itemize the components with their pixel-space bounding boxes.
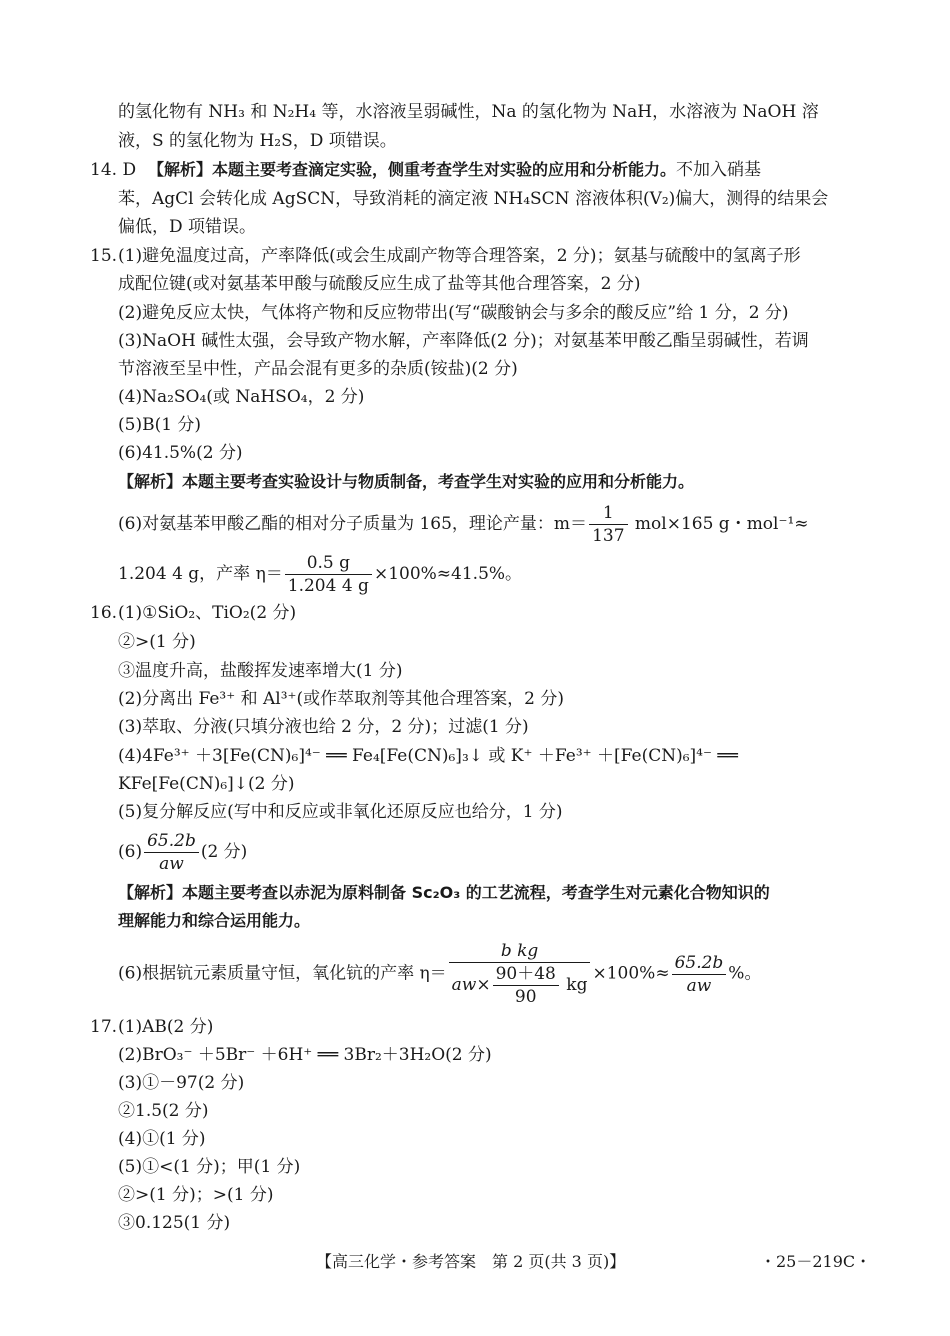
- answer-line: (1)①SiO₂、TiO₂(2 分): [118, 603, 297, 623]
- text-segment: mol×165 g・mol⁻¹≈: [629, 514, 809, 534]
- formula-line: [118, 502, 809, 547]
- answer-line: (4)①(1 分): [118, 1129, 206, 1149]
- answer-line: (4)4Fe³⁺ ＋3[Fe(CN)₆]⁴⁻ ══ Fe₄[Fe(CN)₆]₃↓ 或 K⁺ ＋Fe³⁺ ＋[Fe(CN)₆]⁴⁻ ══: [118, 746, 738, 766]
- answer-line: (3)①－97(2 分): [118, 1073, 245, 1093]
- answer-line: (5)B(1 分): [118, 415, 202, 435]
- fraction: [449, 940, 591, 1008]
- answer-line: (3)萃取、分液(只填分液也给 2 分，2 分)；过滤(1 分): [118, 717, 529, 737]
- denominator: [449, 963, 591, 1008]
- answer-line: [148, 160, 761, 180]
- analysis-heading: 【解析】本题主要考查以赤泥为原料制备 Sc₂O₃ 的工艺流程，考查学生对元素化合物知识的: [118, 883, 770, 902]
- fraction: [589, 502, 627, 547]
- answer-line: ②>(1 分)；>(1 分): [118, 1185, 274, 1205]
- answer-line: KFe[Fe(CN)₆]↓(2 分): [118, 774, 295, 794]
- denominator: 137: [592, 526, 625, 546]
- text-segment: (6)根据钪元素质量守恒，氧化钪的产率 η＝: [118, 963, 447, 984]
- denominator: aw: [686, 975, 712, 996]
- document-code: ・25－219C・: [760, 1252, 872, 1271]
- text-segment: (2 分): [200, 842, 248, 862]
- text-segment: (6)对氨基苯甲酸乙酯的相对分子质量为 165，理论产量：m＝: [118, 514, 588, 534]
- answer-line: (2)BrO₃⁻ ＋5Br⁻ ＋6H⁺ ══ 3Br₂＋3H₂O(2 分): [118, 1045, 492, 1065]
- text-line: 的氢化物有 NH₃ 和 N₂H₄ 等，水溶液呈弱碱性，Na 的氢化物为 NaH，水溶液为 NaOH 溶: [118, 102, 819, 122]
- formula-line: [118, 552, 522, 597]
- answer-line: (1)AB(2 分): [118, 1017, 214, 1037]
- text-line: 偏低，D 项错误。: [118, 217, 257, 237]
- question-number: 15.: [90, 246, 118, 266]
- numerator: 90＋48: [493, 963, 559, 986]
- formula-line: [118, 830, 247, 875]
- formula-line: [118, 940, 761, 1008]
- answer-line: ②>(1 分): [118, 632, 196, 652]
- question-number: 16.: [90, 603, 118, 623]
- denominator: aw: [159, 854, 184, 874]
- page-footer: 【高三化学・参考答案 第 2 页(共 3 页)】: [316, 1252, 626, 1271]
- analysis-heading: 【解析】本题主要考查滴定实验，侧重考查学生对实验的应用和分析能力。: [148, 160, 677, 179]
- text-segment: 不加入硝基: [676, 160, 762, 180]
- text-segment: aw×: [451, 975, 491, 995]
- text-line: 液，S 的氢化物为 H₂S，D 项错误。: [118, 131, 397, 151]
- answer-line: (2)分离出 Fe³⁺ 和 Al³⁺(或作萃取剂等其他合理答案，2 分): [118, 689, 564, 709]
- analysis-heading: 【解析】本题主要考查实验设计与物质制备，考查学生对实验的应用和分析能力。: [118, 472, 695, 491]
- text-segment: kg: [560, 975, 588, 995]
- text-segment: %。: [728, 963, 762, 984]
- answer-line: 成配位键(或对氨基苯甲酸与硫酸反应生成了盐等其他合理答案，2 分): [118, 274, 641, 294]
- text-line: 苯，AgCl 会转化成 AgSCN，导致消耗的滴定液 NH₄SCN 溶液体积(V₂)偏大，测得的结果会: [118, 189, 829, 209]
- question-number: 14. D: [90, 160, 137, 180]
- text-segment: ×100%≈41.5%。: [373, 564, 523, 584]
- analysis-heading: 理解能力和综合运用能力。: [118, 911, 311, 930]
- numerator: 65.2b: [144, 830, 199, 853]
- fraction: [144, 830, 199, 875]
- answer-line: (4)Na₂SO₄(或 NaHSO₄，2 分): [118, 387, 365, 407]
- answer-line: (2)避免反应太快，气体将产物和反应物带出(写“碳酸钠会与多余的酸反应”给 1 分，2 分): [118, 303, 789, 323]
- nested-fraction: [493, 963, 559, 1008]
- denominator: 1.204 4 g: [287, 576, 369, 596]
- numerator: 0.5 g: [285, 552, 372, 575]
- answer-line: ③温度升高，盐酸挥发速率增大(1 分): [118, 661, 403, 681]
- answer-line: (5)①<(1 分)；甲(1 分): [118, 1157, 301, 1177]
- answer-line: 节溶液至呈中性，产品会混有更多的杂质(铵盐)(2 分): [118, 359, 518, 379]
- numerator: 1: [589, 502, 627, 525]
- denominator: 90: [514, 987, 537, 1007]
- answer-line: (3)NaOH 碱性太强，会导致产物水解，产率降低(2 分)；对氨基苯甲酸乙酯呈弱碱性，若调: [118, 331, 809, 351]
- text-segment: (6): [118, 842, 143, 862]
- text-segment: ×100%≈: [592, 963, 670, 984]
- answer-line: (1)避免温度过高，产率降低(或会生成副产物等合理答案，2 分)；氨基与硫酸中的氢离子形: [118, 246, 801, 266]
- numerator: 65.2b: [672, 952, 727, 975]
- answer-line: ②1.5(2 分): [118, 1101, 209, 1121]
- answer-line: ③0.125(1 分): [118, 1213, 231, 1233]
- text-segment: 1.204 4 g，产率 η＝: [118, 564, 283, 584]
- answer-line: (6)41.5%(2 分): [118, 443, 243, 463]
- answer-line: (5)复分解反应(写中和反应或非氧化还原反应也给分，1 分): [118, 802, 563, 822]
- fraction: [672, 952, 727, 997]
- question-number: 17.: [90, 1017, 118, 1037]
- fraction: [285, 552, 372, 597]
- numerator: b kg: [449, 940, 591, 963]
